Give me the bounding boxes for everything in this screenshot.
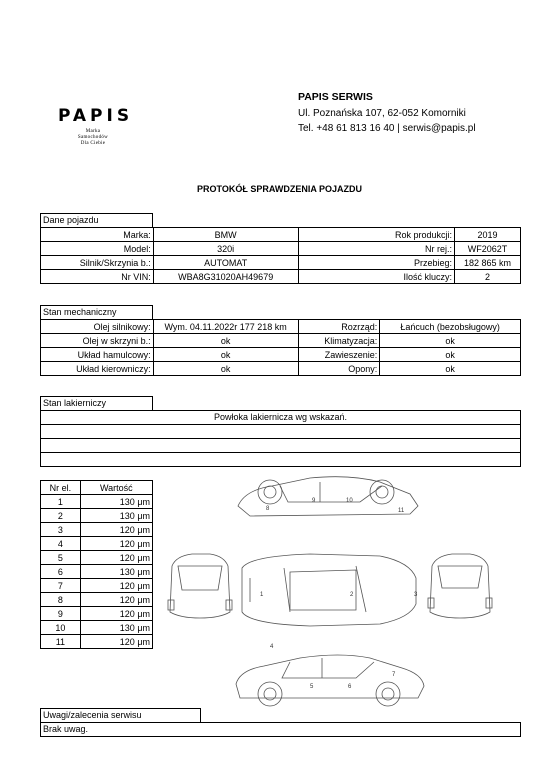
vehicle-value: 320i xyxy=(153,242,298,256)
diagram-label-1: 1 xyxy=(260,592,264,598)
papis-logo xyxy=(58,106,134,147)
document-title: PROTOKÓŁ SPRAWDZENIA POJAZDU xyxy=(196,184,362,194)
paint-blank-row-2 xyxy=(40,438,521,453)
company-info xyxy=(298,88,476,136)
vehicle-label-2: Ilość kluczy: xyxy=(298,270,455,284)
paint-row xyxy=(41,495,153,509)
mechanical-label-2: Opony: xyxy=(298,362,380,376)
diagram-label-8: 8 xyxy=(266,506,270,512)
logo-tagline-2: Samochodów xyxy=(77,135,109,140)
mechanical-value: ok xyxy=(153,362,298,376)
diagram-label-2: 2 xyxy=(350,592,354,598)
diagram-label-6: 6 xyxy=(348,684,352,690)
paint-thickness: 130 μm xyxy=(80,495,152,509)
vehicle-label-2: Rok produkcji: xyxy=(298,228,455,242)
paint-row xyxy=(41,579,153,593)
vehicle-row xyxy=(41,228,521,242)
vehicle-label: Nr VIN: xyxy=(41,270,154,284)
diagram-label-11: 11 xyxy=(398,508,405,514)
paint-row xyxy=(41,523,153,537)
diagram-label-10: 10 xyxy=(346,498,353,504)
paint-blank-row-3 xyxy=(40,452,521,467)
remarks-text: Brak uwag. xyxy=(40,722,521,737)
paint-row xyxy=(41,635,153,649)
company-contact: Tel. +48 61 813 16 40 | serwis@papis.pl xyxy=(298,123,476,134)
mechanical-label-2: Klimatyzacja: xyxy=(298,334,380,348)
mechanical-row xyxy=(41,362,521,376)
mechanical-label: Olej silnikowy: xyxy=(41,320,154,334)
remarks-section-label: Uwagi/zalecenia serwisu xyxy=(40,708,201,722)
paint-element-nr: 6 xyxy=(41,565,81,579)
paint-element-nr: 5 xyxy=(41,551,81,565)
paint-values-table xyxy=(40,480,153,649)
mechanical-value: Wym. 04.11.2022r 177 218 km xyxy=(153,320,298,334)
mechanical-label: Olej w skrzyni b.: xyxy=(41,334,154,348)
mechanical-row xyxy=(41,320,521,334)
paint-row xyxy=(41,551,153,565)
vehicle-row xyxy=(41,256,521,270)
mechanical-value-2: ok xyxy=(380,334,521,348)
car-side-view-bottom xyxy=(236,655,424,706)
company-name: PAPIS SERWIS xyxy=(298,91,373,103)
paint-element-nr: 2 xyxy=(41,509,81,523)
mechanical-section-label: Stan mechaniczny xyxy=(40,305,153,319)
logo-tagline xyxy=(58,129,128,147)
vehicle-value: BMW xyxy=(153,228,298,242)
vehicle-label-2: Przebieg: xyxy=(298,256,455,270)
mechanical-row xyxy=(41,348,521,362)
diagram-label-3: 3 xyxy=(414,592,418,598)
vehicle-value-2: 182 865 km xyxy=(455,256,521,270)
paint-row xyxy=(41,565,153,579)
diagram-label-4: 4 xyxy=(270,644,274,650)
paint-thickness: 120 μm xyxy=(80,579,152,593)
paint-section-label: Stan lakierniczy xyxy=(40,396,153,410)
paint-element-nr: 9 xyxy=(41,607,81,621)
paint-element-nr: 10 xyxy=(41,621,81,635)
paint-thickness: 130 μm xyxy=(80,509,152,523)
mechanical-label: Układ hamulcowy: xyxy=(41,348,154,362)
paint-row xyxy=(41,537,153,551)
paint-element-nr: 8 xyxy=(41,593,81,607)
company-address: Ul. Poznańska 107, 62-052 Komorniki xyxy=(298,108,466,119)
paint-thickness: 120 μm xyxy=(80,593,152,607)
mechanical-table xyxy=(40,319,521,376)
paint-row xyxy=(41,621,153,635)
vehicle-label: Marka: xyxy=(41,228,154,242)
vehicle-label: Silnik/Skrzynia b.: xyxy=(41,256,154,270)
vehicle-section-label: Dane pojazdu xyxy=(40,213,153,227)
paint-element-nr: 7 xyxy=(41,579,81,593)
col-value-header: Wartość xyxy=(80,481,152,495)
mechanical-label: Układ kierowniczy: xyxy=(41,362,154,376)
logo-tagline-1: Marka xyxy=(85,129,101,134)
diagram-label-9: 9 xyxy=(312,498,316,504)
paint-element-nr: 4 xyxy=(41,537,81,551)
vehicle-row xyxy=(41,270,521,284)
mechanical-label-2: Rozrząd: xyxy=(298,320,380,334)
logo-word: PAPIS xyxy=(58,106,134,126)
mechanical-value-2: ok xyxy=(380,362,521,376)
paint-row xyxy=(41,607,153,621)
vehicle-value-2: 2019 xyxy=(455,228,521,242)
paint-row xyxy=(41,509,153,523)
mechanical-value: ok xyxy=(153,334,298,348)
mechanical-label-2: Zawieszenie: xyxy=(298,348,380,362)
paint-blank-row-1 xyxy=(40,424,521,439)
paint-row xyxy=(41,593,153,607)
paint-element-nr: 3 xyxy=(41,523,81,537)
paint-thickness: 120 μm xyxy=(80,523,152,537)
paint-thickness: 120 μm xyxy=(80,551,152,565)
vehicle-row xyxy=(41,242,521,256)
car-side-view-top xyxy=(238,477,418,516)
vehicle-value: AUTOMAT xyxy=(153,256,298,270)
logo-tagline-3: Dla Ciebie xyxy=(80,141,106,146)
vehicle-label: Model: xyxy=(41,242,154,256)
paint-heading: Powłoka lakiernicza wg wskazań. xyxy=(40,410,521,425)
paint-thickness: 120 μm xyxy=(80,537,152,551)
mechanical-value: ok xyxy=(153,348,298,362)
vehicle-value-2: 2 xyxy=(455,270,521,284)
vehicle-value-2: WF2062T xyxy=(455,242,521,256)
col-nr-header: Nr el. xyxy=(41,481,81,495)
vehicle-label-2: Nr rej.: xyxy=(298,242,455,256)
mechanical-value-2: ok xyxy=(380,348,521,362)
paint-thickness: 120 μm xyxy=(80,635,152,649)
mechanical-row xyxy=(41,334,521,348)
paint-thickness: 130 μm xyxy=(80,565,152,579)
mechanical-value-2: Łańcuch (bezobsługowy) xyxy=(380,320,521,334)
car-rear-view xyxy=(428,554,492,618)
vehicle-value: WBA8G31020AH49679 xyxy=(153,270,298,284)
car-top-view xyxy=(242,554,416,626)
vehicle-table xyxy=(40,227,521,284)
paint-thickness: 130 μm xyxy=(80,621,152,635)
car-diagram xyxy=(160,472,500,722)
paint-thickness: 120 μm xyxy=(80,607,152,621)
paint-element-nr: 1 xyxy=(41,495,81,509)
car-front-view xyxy=(168,554,232,618)
diagram-label-7: 7 xyxy=(392,672,396,678)
diagram-label-5: 5 xyxy=(310,684,314,690)
paint-element-nr: 11 xyxy=(41,635,81,649)
